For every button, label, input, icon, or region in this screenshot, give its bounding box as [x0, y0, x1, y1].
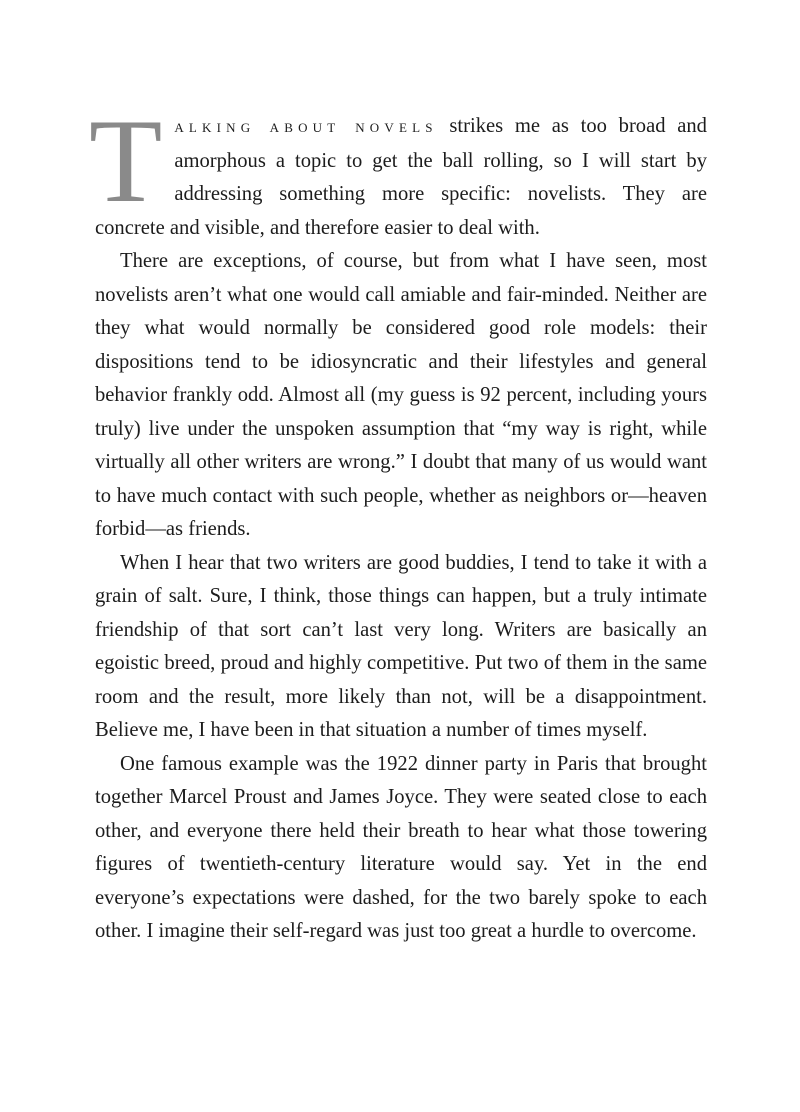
drop-cap: T [89, 94, 163, 227]
paragraph-4: One famous example was the 1922 dinner party in Paris that brought together Marcel Proust and James Joyce. They were seated close to each other, and everyone there held their breath to hear what those towering figures of twentieth-century literature would say. Yet in the end everyone’s expectations were dashed, for the two barely spoke to each other. I imagine their self-regard was just too great a hurdle to overcome. [95, 752, 707, 942]
paragraph-1-text: strikes me as too broad and amorphous a topic to get the ball rolling, so I will start by addressing something more specific: novelists. They are concrete and visible, and therefore easier to deal with. [95, 115, 707, 239]
book-page [89, 94, 707, 949]
paragraph-1 [89, 94, 707, 245]
paragraph-3: When I hear that two writers are good buddies, I tend to take it with a grain of salt. Sure, I think, those things can happen, but a truly intimate friendship of that sort can’t last very long. Writers are basically an egoistic breed, proud and highly competitive. Put two of them in the same room and the result, more likely than not, will be a disappointment. Believe me, I have been in that situation a number of times myself. [95, 551, 707, 741]
lead-in-smallcaps: ALKING ABOUT NOVELS [174, 120, 438, 135]
paragraph-2: There are exceptions, of course, but from what I have seen, most novelists aren’t what one would call amiable and fair-minded. Neither are they what would normally be considered good role models: their dispositions tend to be idiosyncratic and their lifestyles and general behavior frankly odd. Almost all (my guess is 92 percent, including yours truly) live under the unspoken assumption that “my way is right, while virtually all other writers are wrong.” I doubt that many of us would want to have much contact with such people, whether as neighbors or—heaven forbid—as friends. [95, 250, 707, 540]
